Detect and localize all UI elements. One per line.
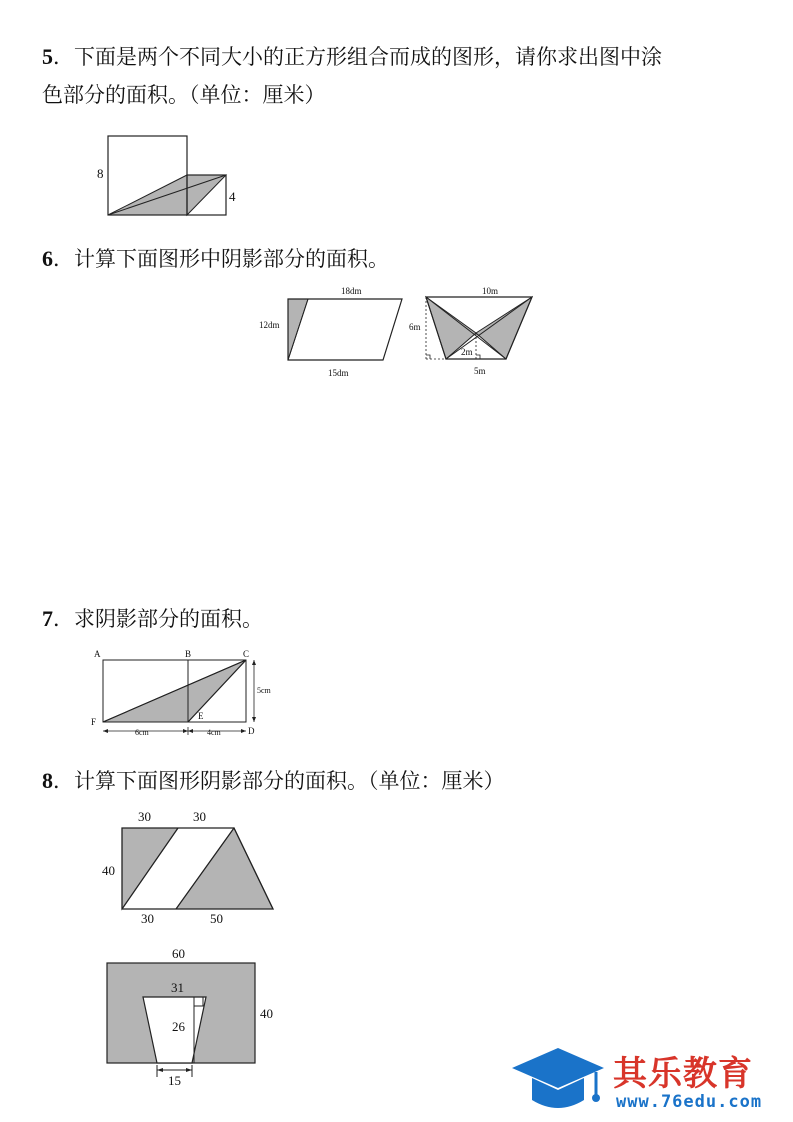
arrow-head [183, 729, 188, 733]
label-D: D [248, 726, 255, 736]
label-right: 40 [260, 1006, 273, 1021]
label-inner-height: 26 [172, 1019, 185, 1034]
figure-q8-rectangle [96, 943, 286, 1093]
question-text-line2: 色部分的面积。（单位：厘米） [42, 83, 326, 107]
arrow-head [188, 729, 193, 733]
figure-q8-trapezoid [96, 805, 286, 930]
label-bottom: 15dm [328, 368, 349, 378]
label-bottom-left: 30 [141, 911, 154, 926]
arrow-head [241, 729, 246, 733]
label-A: A [94, 649, 101, 659]
label-B: B [185, 649, 192, 659]
question-number: 6 [42, 246, 53, 271]
question-6 [42, 240, 762, 278]
arrow-head [186, 1068, 192, 1072]
figure-q5 [90, 130, 250, 225]
label-top: 18dm [341, 286, 362, 296]
label-top-right: 30 [193, 809, 206, 824]
right-angle-mark [476, 355, 480, 359]
question-text: ．求阴影部分的面积。 [53, 607, 263, 631]
brand-logo [508, 1040, 793, 1122]
label-E: E [198, 711, 204, 721]
shaded-triangle [187, 175, 226, 215]
question-number: 5 [42, 44, 53, 69]
label-big-side: 8 [97, 166, 104, 181]
arrow-head [103, 729, 108, 733]
question-number: 7 [42, 606, 53, 631]
brand-url: www.76edu.com [616, 1092, 763, 1112]
label-height: 6m [409, 322, 421, 332]
label-C: C [243, 649, 250, 659]
label-bottom-right: 50 [210, 911, 223, 926]
question-text: ．下面是两个不同大小的正方形组合而成的图形，请你求出图中涂 [53, 45, 662, 69]
arrow-head [252, 717, 256, 722]
label-right-segment: 4cm [207, 728, 221, 737]
question-text: ．计算下面图形阴影部分的面积。（单位：厘米） [53, 769, 505, 793]
question-5 [42, 38, 762, 114]
question-number: 8 [42, 768, 53, 793]
question-8 [42, 762, 762, 800]
shaded-triangle [108, 175, 187, 215]
label-inner-bottom: 15 [168, 1073, 181, 1088]
shaded-triangle [176, 828, 273, 909]
label-left-segment: 6cm [135, 728, 149, 737]
label-right-side: 5cm [257, 686, 271, 695]
right-angle-mark [426, 355, 430, 359]
arrow-head [252, 660, 256, 665]
figure-q7 [86, 645, 276, 740]
label-F: F [91, 717, 97, 727]
graduation-cap-icon [508, 1042, 608, 1120]
label-inner-top: 31 [171, 980, 184, 995]
label-small-side: 4 [229, 189, 236, 204]
figure-q6-trapezoid [405, 283, 545, 383]
arrow-head [157, 1068, 163, 1072]
label-mid: 2m [461, 347, 473, 357]
figure-q6-parallelogram [255, 283, 415, 383]
question-7 [42, 600, 762, 638]
label-top-left: 30 [138, 809, 151, 824]
label-bottom: 5m [474, 366, 486, 376]
label-left: 12dm [259, 320, 280, 330]
label-top: 10m [482, 286, 499, 296]
label-left: 40 [102, 863, 115, 878]
brand-name: 其乐教育 [613, 1054, 753, 1094]
label-top: 60 [172, 946, 185, 961]
shaded-triangle [476, 297, 532, 359]
question-text: ．计算下面图形中阴影部分的面积。 [53, 247, 389, 271]
